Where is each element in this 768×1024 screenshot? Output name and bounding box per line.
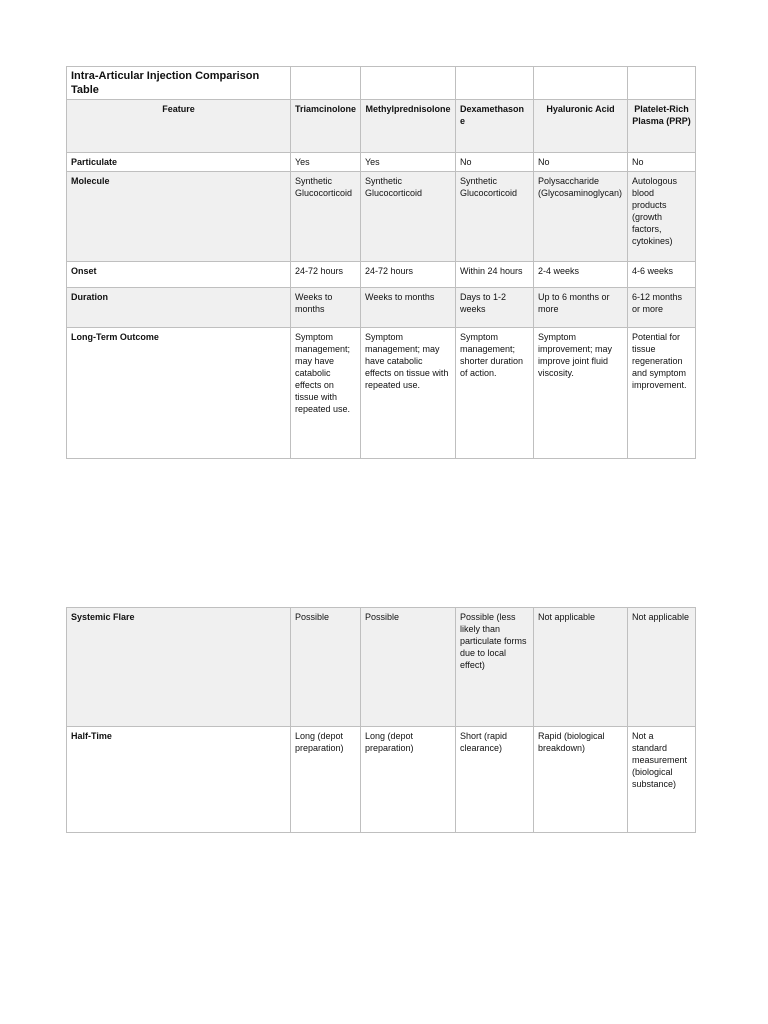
table-row <box>67 608 696 727</box>
table-cell: Yes <box>291 153 361 172</box>
header-methylprednisolone: Methylprednisolone <box>361 100 456 153</box>
table-row <box>67 727 696 833</box>
table-cell: Not a standard measurement (biological substance) <box>628 727 696 833</box>
table-cell: Synthetic Glucocorticoid <box>291 172 361 262</box>
table-row <box>67 328 696 459</box>
header-row <box>67 100 696 153</box>
row-label: Long-Term Outcome <box>67 328 291 459</box>
table-cell: Weeks to months <box>291 288 361 328</box>
table-cell: No <box>534 153 628 172</box>
row-label: Molecule <box>67 172 291 262</box>
table-cell: Potential for tissue regeneration and symptom improvement. <box>628 328 696 459</box>
table-cell: Symptom management; may have catabolic effects on tissue with repeated use. <box>361 328 456 459</box>
table-cell: Polysaccharide (Glycosaminoglycan) <box>534 172 628 262</box>
table-cell: Symptom management; may have catabolic effects on tissue with repeated use. <box>291 328 361 459</box>
table-cell: Up to 6 months or more <box>534 288 628 328</box>
table-cell: Synthetic Glucocorticoid <box>361 172 456 262</box>
table-title: Intra-Articular Injection Comparison Table <box>67 67 291 100</box>
row-label: Onset <box>67 262 291 288</box>
table-cell: No <box>456 153 534 172</box>
row-label: Systemic Flare <box>67 608 291 727</box>
table-cell: 6-12 months or more <box>628 288 696 328</box>
table-cell: Possible (less likely than particulate forms due to local effect) <box>456 608 534 727</box>
row-label: Particulate <box>67 153 291 172</box>
table-cell: Symptom management; shorter duration of action. <box>456 328 534 459</box>
comparison-table-continued <box>66 607 696 833</box>
table-cell: Symptom improvement; may improve joint fluid viscosity. <box>534 328 628 459</box>
table-cell: Not applicable <box>628 608 696 727</box>
table-cell: Rapid (biological breakdown) <box>534 727 628 833</box>
header-feature: Feature <box>67 100 291 153</box>
table-cell: Weeks to months <box>361 288 456 328</box>
row-label: Half-Time <box>67 727 291 833</box>
table-cell: Long (depot preparation) <box>361 727 456 833</box>
table-row <box>67 288 696 328</box>
table-row <box>67 172 696 262</box>
table-cell: 2-4 weeks <box>534 262 628 288</box>
table-cell: 4-6 weeks <box>628 262 696 288</box>
row-label: Duration <box>67 288 291 328</box>
comparison-table <box>66 66 696 459</box>
table-title-row <box>67 67 696 100</box>
table-cell: Synthetic Glucocorticoid <box>456 172 534 262</box>
header-prp: Platelet-Rich Plasma (PRP) <box>628 100 696 153</box>
header-dexamethasone: Dexamethasone <box>456 100 534 153</box>
table-cell: Short (rapid clearance) <box>456 727 534 833</box>
table-cell: No <box>628 153 696 172</box>
table-cell: Not applicable <box>534 608 628 727</box>
table-cell: 24-72 hours <box>361 262 456 288</box>
table-row <box>67 153 696 172</box>
table-row <box>67 262 696 288</box>
table-cell: Yes <box>361 153 456 172</box>
table-cell: Days to 1-2 weeks <box>456 288 534 328</box>
table-cell: Possible <box>291 608 361 727</box>
table-cell: Autologous blood products (growth factors, cytokines) <box>628 172 696 262</box>
table-cell: Long (depot preparation) <box>291 727 361 833</box>
table-cell: 24-72 hours <box>291 262 361 288</box>
table-cell: Within 24 hours <box>456 262 534 288</box>
table-cell: Possible <box>361 608 456 727</box>
header-triamcinolone: Triamcinolone <box>291 100 361 153</box>
header-hyaluronic-acid: Hyaluronic Acid <box>534 100 628 153</box>
